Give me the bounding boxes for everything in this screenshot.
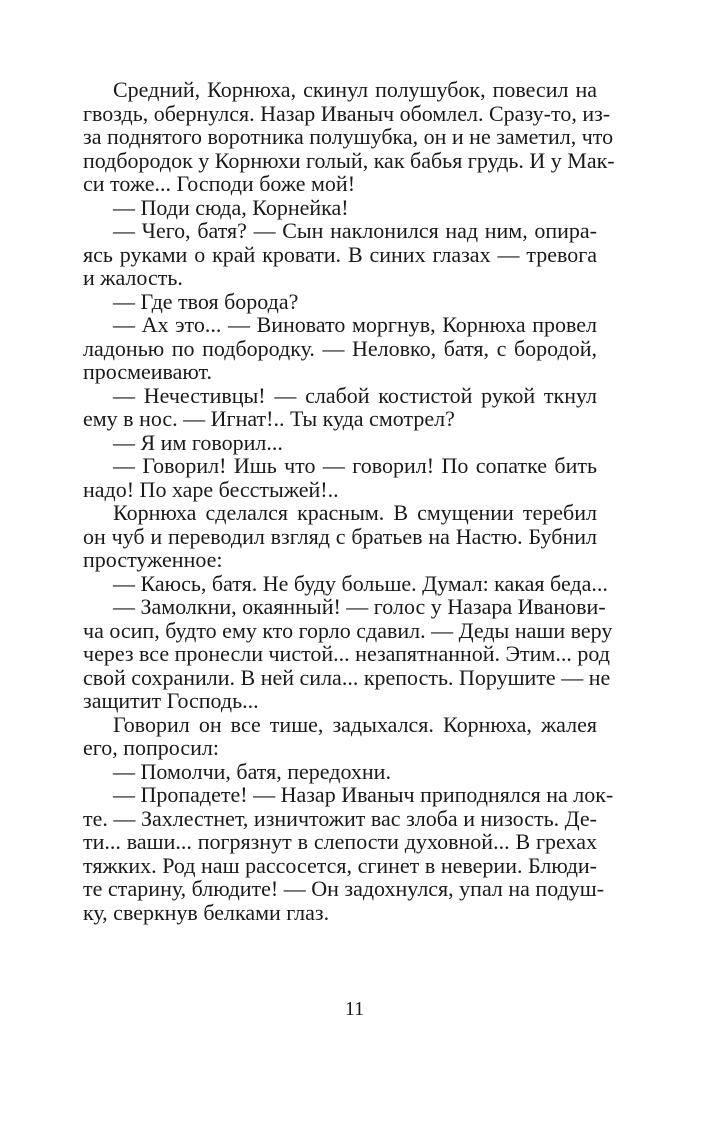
text-line: си тоже... Господи боже мой! xyxy=(83,171,356,196)
text-line: — Пропадете! — Назар Иваныч приподнялся на лок- xyxy=(113,782,614,807)
text-line: тяжких. Род наш рассосется, сгинет в неверии. Блюди- xyxy=(83,852,597,878)
text-line: — Помолчи, батя, передохни. xyxy=(113,758,391,784)
text-line: свой сохранили. В ней сила... крепость. Порушите — не xyxy=(83,664,611,690)
text-line: просмеивают. xyxy=(83,359,213,384)
text-line: ку, сверкнув белками глаз. xyxy=(83,899,330,925)
text-line: за поднятого воротника полушубка, он и не заметил, что xyxy=(83,124,614,149)
page-number: 11 xyxy=(344,998,365,1020)
text-line: подбородок у Корнюхи голый, как бабья грудь. И у Мак- xyxy=(83,147,615,173)
text-line: надо! По харе бесстыжей!.. xyxy=(83,476,339,502)
text-line: гвоздь, обернулся. Назар Иваныч обомлел. Сразу-то, из- xyxy=(83,100,611,126)
text-line: простуженное: xyxy=(83,547,223,572)
text-line: через все пронесли чистой... незапятнанной. Этим... род xyxy=(83,641,610,666)
text-line: и жалость. xyxy=(83,265,183,290)
text-line: — Говорил! Ишь что — говорил! По сопатке бить xyxy=(113,453,597,478)
text-line: Средний, Корнюха, скинул полушубок, повесил на xyxy=(113,77,597,102)
text-line: защитит Господь... xyxy=(83,688,259,713)
text-line: ти... ваши... погрязнут в слепости духовной... В грехах xyxy=(83,829,597,854)
text-line: его, попросил: xyxy=(83,735,219,760)
text-line: — Где твоя борода? xyxy=(113,288,299,314)
text-line: Говорил он все тише, задыхался. Корнюха, жалея xyxy=(113,711,597,737)
text-line: Корнюха сделался красным. В смущении теребил xyxy=(113,500,597,525)
text-line: те. — Захлестнет, изничтожит вас злоба и низость. Де- xyxy=(83,805,597,831)
text-line: ча осип, будто ему кто горло сдавил. — Деды наши веру xyxy=(83,617,613,643)
text-line: — Поди сюда, Корнейка! xyxy=(113,194,349,220)
text-line: — Я им говорил... xyxy=(113,429,283,455)
text-line: ему в нос. — Игнат!.. Ты куда смотрел? xyxy=(83,406,455,431)
text-line: — Замолкни, окаянный! — голос у Назара Иванови- xyxy=(113,594,606,619)
text-line: он чуб и переводил взгляд с братьев на Настю. Бубнил xyxy=(83,523,597,549)
text-line: те старину, блюдите! — Он задохнулся, упал на подуш- xyxy=(83,876,605,901)
text-line: — Чего, батя? — Сын наклонился над ним, опира- xyxy=(113,218,597,243)
text-line: — Нечестивцы! — слабой костистой рукой ткнул xyxy=(113,382,597,408)
text-line: — Ах это... — Виновато моргнув, Корнюха провел xyxy=(113,312,597,337)
text-line: — Каюсь, батя. Не буду больше. Думал: какая беда... xyxy=(113,570,608,596)
text-line: ясь руками о край кровати. В синих глазах — тревога xyxy=(83,241,597,267)
text-line: ладонью по подбородку. — Неловко, батя, с бородой, xyxy=(83,335,597,361)
